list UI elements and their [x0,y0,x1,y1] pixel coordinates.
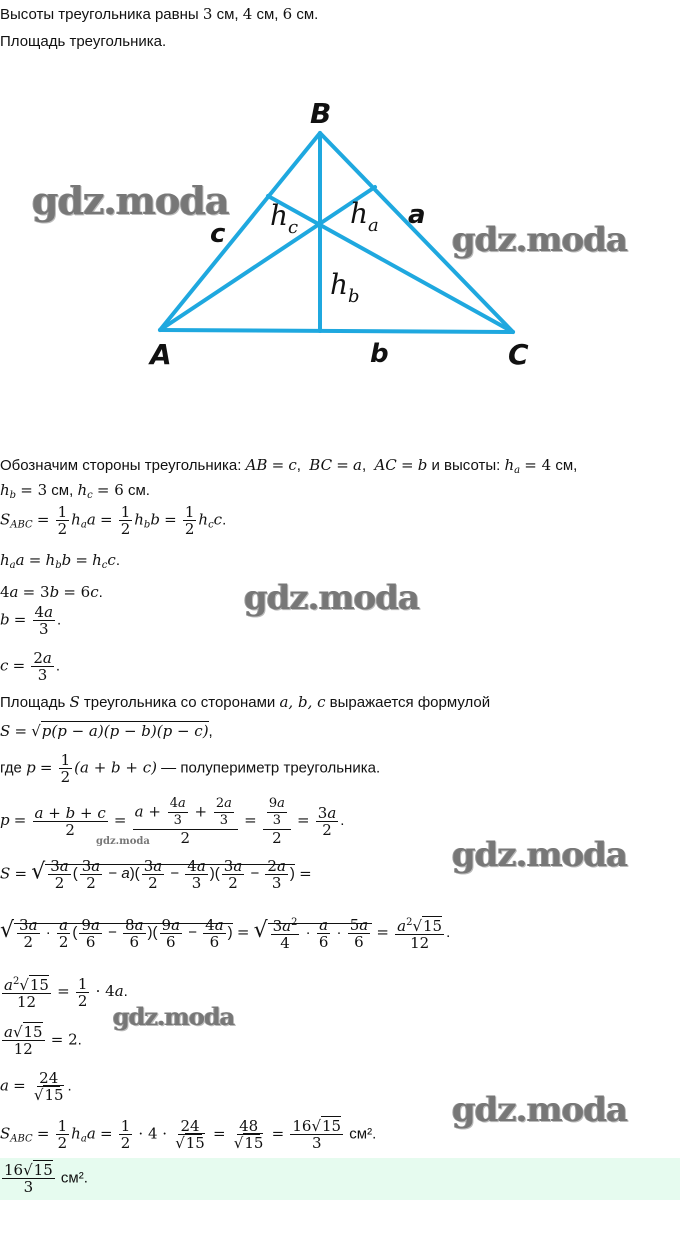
semiperimeter-text: где p = $\frac{1}{2}$ (a + b + c) — полупериметр треугольника. [0,751,381,786]
watermark: gdz.moda [96,836,150,847]
answer-value: $\frac{16√15}{3}$ см². [4,1161,88,1196]
s-calculation-2: √ $\frac{3a}{2}$ · $\frac{a}{2}$ ( $\frac{9a}{6}$ − $\frac{8a}{6}$ )( $\frac{9a}{6}$ − $\frac{4a}{6}$ ) = √ $\frac{3a^2}{4}$ · $\frac{a}{6}$ · $\frac{5a}{6}$ = $\frac{a^2√15}{12}$ . [0,915,451,952]
watermark: gdz.moda [32,178,229,223]
problem-line-1: Высоты треугольника равны 3 см, 4 см, 6 см. [0,5,319,23]
watermark: gdz.moda [452,1090,628,1130]
equation-3: a = $\frac{24}{√15}$ . [0,1069,72,1104]
heron-text: Площадь S треугольника со сторонами a, b, c выражается формулой [0,693,491,711]
b-expression: b = $\frac{4a}{3}$ . [0,603,62,638]
solution-intro-2: $h_b = 3$ см, $h_c = 6$ см. [0,481,150,501]
side-a-label: a [408,200,426,230]
side-ac [160,330,513,332]
side-b-label: b [370,339,389,369]
numeric-equality-line: 4a = 3b = 6c. [0,583,103,601]
solution-intro: Обозначим стороны треугольника: AB = c, BC = a, AC = b и высоты: $h_a = 4$ см, [0,456,578,476]
equation-1: $\frac{a^2√15}{12}$ = $\frac{1}{2}$ · 4a. [4,974,128,1011]
vertex-a-label: A [150,338,172,371]
equation-2: $\frac{a√15}{12}$ = 2. [4,1023,82,1058]
watermark: gdz.moda [452,835,628,875]
side-c-label: c [210,219,226,249]
hc-label: $h_c$ [270,199,299,238]
area-formula-line: $S_{ABC}$ = $\frac{1}{2}$ $h_aa$ = $\frac{1}{2}$ $h_bb$ = $\frac{1}{2}$ $h_cc$. [0,503,227,538]
watermark: gdz.moda [452,220,628,260]
final-area-line: $S_{ABC}$ = $\frac{1}{2}$ $h_aa$ = $\frac{1}{2}$ · 4 · $\frac{24}{√15}$ = $\frac{48}{√15}$ = $\frac{16√15}{3}$ см². [0,1117,377,1152]
vertex-c-label: C [508,338,529,371]
c-expression: c = $\frac{2a}{3}$ . [0,649,60,684]
heron-formula: S = √p(p − a)(p − b)(p − c), [0,722,213,740]
s-calculation-1: S = √ $\frac{3a}{2}$ ( $\frac{3a}{2}$ − a)( $\frac{3a}{2}$ − $\frac{4a}{3}$ )( $\frac{3a}{2}$ − $\frac{2a}{3}$ ) = [0,857,312,892]
vertex-b-label: B [310,97,332,130]
p-calculation: p = $\frac{a + b + c}{2}$ = a + $\frac{4a}{3}$ + $\frac{2a}{3}$ 2 = $\frac{\frac{9a}{3}}{2}$ = $\frac{3a}{2}$ . [0,796,345,847]
problem-line-2: Площадь треугольника. [0,33,167,50]
triangle-figure [0,90,680,480]
answer-box [0,1158,680,1200]
watermark: gdz.moda [113,1002,235,1031]
equality-line: $h_aa = h_bb = h_cc$. [0,551,120,571]
watermark: gdz.moda [244,578,420,618]
altitude-hc [268,196,513,332]
hb-label: $h_b$ [330,268,360,307]
ha-label: $h_a$ [350,197,379,236]
